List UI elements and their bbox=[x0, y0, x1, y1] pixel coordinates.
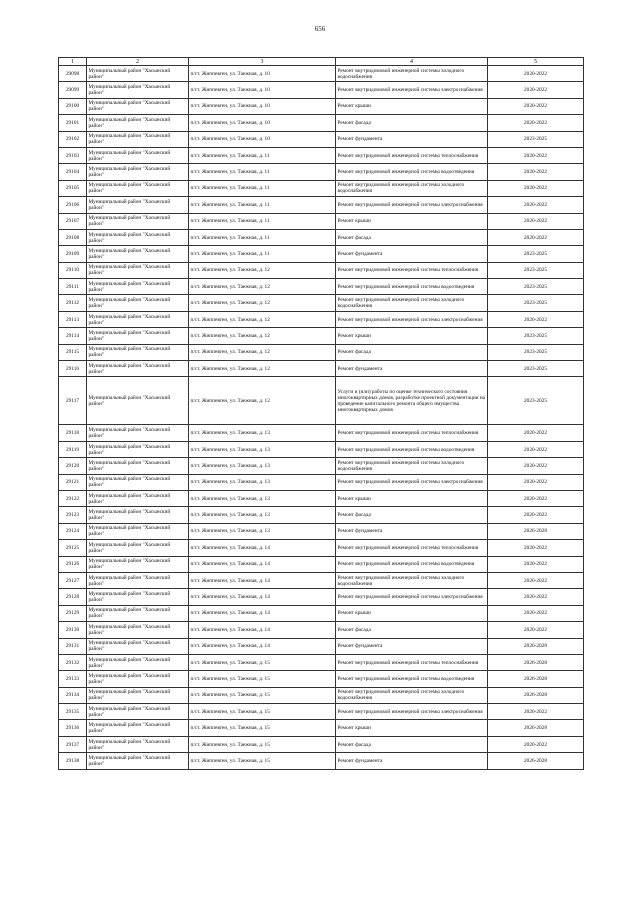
table-row bbox=[59, 507, 584, 523]
row-number-cell: 29127 bbox=[59, 572, 87, 588]
row-number-cell: 29120 bbox=[59, 458, 87, 474]
municipality-cell: Муниципальный район "Хасынский район" bbox=[87, 589, 189, 605]
municipality-cell: Муниципальный район "Хасынский район" bbox=[87, 344, 189, 360]
table-row bbox=[59, 490, 584, 506]
row-number-cell: 29107 bbox=[59, 213, 87, 229]
row-number-cell: 29119 bbox=[59, 441, 87, 457]
municipality-cell: Муниципальный район "Хасынский район" bbox=[87, 490, 189, 506]
municipality-cell: Муниципальный район "Хасынский район" bbox=[87, 279, 189, 295]
address-cell: п/ст. Жиппевген, ул. Таежная, д. 11 bbox=[189, 197, 336, 213]
period-cell: 2023-2025 bbox=[488, 262, 584, 278]
address-cell: п/ст. Жиппевген, ул. Таежная, д. 12 bbox=[189, 377, 336, 425]
table-row bbox=[59, 197, 584, 213]
work-type-cell: Ремонт внутридомовой инженерной системы водоотведения bbox=[336, 441, 488, 457]
work-type-cell: Ремонт крыши bbox=[336, 213, 488, 229]
municipality-cell: Муниципальный район "Хасынский район" bbox=[87, 441, 189, 457]
municipality-cell: Муниципальный район "Хасынский район" bbox=[87, 262, 189, 278]
row-number-cell: 29116 bbox=[59, 361, 87, 377]
row-number-cell: 29121 bbox=[59, 474, 87, 490]
table-row bbox=[59, 295, 584, 311]
table-row bbox=[59, 704, 584, 720]
municipality-cell: Муниципальный район "Хасынский район" bbox=[87, 523, 189, 539]
municipality-cell: Муниципальный район "Хасынский район" bbox=[87, 164, 189, 180]
row-number-cell: 29101 bbox=[59, 115, 87, 131]
table-row bbox=[59, 589, 584, 605]
address-cell: п/ст. Жиппевген, ул. Таежная, д. 14 bbox=[189, 622, 336, 638]
row-number-cell: 29125 bbox=[59, 540, 87, 556]
address-cell: п/ст. Жиппевген, ул. Таежная, д. 11 bbox=[189, 164, 336, 180]
address-cell: п/ст. Жиппевген, ул. Таежная, д. 11 bbox=[189, 147, 336, 163]
row-number-cell: 29124 bbox=[59, 523, 87, 539]
address-cell: п/ст. Жиппевген, ул. Таежная, д. 13 bbox=[189, 507, 336, 523]
address-cell: п/ст. Жиппевген, ул. Таежная, д. 13 bbox=[189, 458, 336, 474]
municipality-cell: Муниципальный район "Хасынский район" bbox=[87, 328, 189, 344]
row-number-cell: 29109 bbox=[59, 246, 87, 262]
row-number-cell: 29098 bbox=[59, 66, 87, 82]
period-cell: 2020-2022 bbox=[488, 66, 584, 82]
work-type-cell: Ремонт крыши bbox=[336, 328, 488, 344]
work-type-cell: Ремонт внутридомовой инженерной системы электроснабжения bbox=[336, 311, 488, 327]
capital-repair-table bbox=[58, 57, 584, 770]
column-header-3: 3 bbox=[189, 58, 336, 66]
work-type-cell: Ремонт внутридомовой инженерной системы теплоснабжения bbox=[336, 425, 488, 441]
municipality-cell: Муниципальный район "Хасынский район" bbox=[87, 147, 189, 163]
period-cell: 2020-2022 bbox=[488, 507, 584, 523]
work-type-cell: Ремонт внутридомовой инженерной системы холодного водоснабжения bbox=[336, 572, 488, 588]
row-number-cell: 29129 bbox=[59, 605, 87, 621]
period-cell: 2020-2022 bbox=[488, 197, 584, 213]
work-type-cell: Ремонт фасада bbox=[336, 507, 488, 523]
row-number-cell: 29122 bbox=[59, 490, 87, 506]
work-type-cell: Ремонт внутридомовой инженерной системы электроснабжения bbox=[336, 474, 488, 490]
table-row bbox=[59, 377, 584, 425]
address-cell: п/ст. Жиппевген, ул. Таежная, д. 13 bbox=[189, 474, 336, 490]
work-type-cell: Ремонт внутридомовой инженерной системы теплоснабжения bbox=[336, 262, 488, 278]
period-cell: 2026-2028 bbox=[488, 671, 584, 687]
period-cell: 2020-2022 bbox=[488, 213, 584, 229]
period-cell: 2020-2022 bbox=[488, 572, 584, 588]
row-number-cell: 29138 bbox=[59, 753, 87, 769]
work-type-cell: Ремонт фундамента bbox=[336, 638, 488, 654]
address-cell: п/ст. Жиппевген, ул. Таежная, д. 15 bbox=[189, 704, 336, 720]
row-number-cell: 29106 bbox=[59, 197, 87, 213]
municipality-cell: Муниципальный район "Хасынский район" bbox=[87, 556, 189, 572]
work-type-cell: Ремонт внутридомовой инженерной системы электроснабжения bbox=[336, 82, 488, 98]
table-row bbox=[59, 523, 584, 539]
row-number-cell: 29104 bbox=[59, 164, 87, 180]
row-number-cell: 29103 bbox=[59, 147, 87, 163]
work-type-cell: Ремонт внутридомовой инженерной системы электроснабжения bbox=[336, 197, 488, 213]
table-row bbox=[59, 671, 584, 687]
table-row bbox=[59, 246, 584, 262]
municipality-cell: Муниципальный район "Хасынский район" bbox=[87, 720, 189, 736]
row-number-cell: 29100 bbox=[59, 98, 87, 114]
work-type-cell: Ремонт внутридомовой инженерной системы водоотведения bbox=[336, 279, 488, 295]
table-row bbox=[59, 279, 584, 295]
column-header-2: 2 bbox=[87, 58, 189, 66]
address-cell: п/ст. Жиппевген, ул. Таежная, д. 15 bbox=[189, 654, 336, 670]
row-number-cell: 29118 bbox=[59, 425, 87, 441]
period-cell: 2023-2025 bbox=[488, 131, 584, 147]
address-cell: п/ст. Жиппевген, ул. Таежная, д. 12 bbox=[189, 361, 336, 377]
period-cell: 2020-2022 bbox=[488, 490, 584, 506]
municipality-cell: Муниципальный район "Хасынский район" bbox=[87, 229, 189, 245]
table-row bbox=[59, 474, 584, 490]
row-number-cell: 29132 bbox=[59, 654, 87, 670]
work-type-cell: Ремонт внутридомовой инженерной системы холодного водоснабжения bbox=[336, 458, 488, 474]
municipality-cell: Муниципальный район "Хасынский район" bbox=[87, 180, 189, 196]
table-row bbox=[59, 753, 584, 769]
period-cell: 2026-2028 bbox=[488, 720, 584, 736]
address-cell: п/ст. Жиппевген, ул. Таежная, д. 15 bbox=[189, 736, 336, 752]
work-type-cell: Ремонт фундамента bbox=[336, 523, 488, 539]
period-cell: 2023-2025 bbox=[488, 377, 584, 425]
table-row bbox=[59, 66, 584, 82]
address-cell: п/ст. Жиппевген, ул. Таежная, д. 12 bbox=[189, 328, 336, 344]
period-cell: 2023-2025 bbox=[488, 295, 584, 311]
period-cell: 2023-2025 bbox=[488, 246, 584, 262]
work-type-cell: Ремонт внутридомовой инженерной системы электроснабжения bbox=[336, 589, 488, 605]
municipality-cell: Муниципальный район "Хасынский район" bbox=[87, 246, 189, 262]
period-cell: 2020-2022 bbox=[488, 98, 584, 114]
table-body bbox=[59, 58, 584, 770]
table-row bbox=[59, 736, 584, 752]
municipality-cell: Муниципальный район "Хасынский район" bbox=[87, 311, 189, 327]
address-cell: п/ст. Жиппевген, ул. Таежная, д. 15 bbox=[189, 720, 336, 736]
address-cell: п/ст. Жиппевген, ул. Таежная, д. 10 bbox=[189, 82, 336, 98]
table-row bbox=[59, 425, 584, 441]
municipality-cell: Муниципальный район "Хасынский район" bbox=[87, 704, 189, 720]
column-header-5: 5 bbox=[488, 58, 584, 66]
work-type-cell: Ремонт фундамента bbox=[336, 131, 488, 147]
period-cell: 2026-2028 bbox=[488, 687, 584, 703]
row-number-cell: 29128 bbox=[59, 589, 87, 605]
work-type-cell: Ремонт внутридомовой инженерной системы водоотведения bbox=[336, 556, 488, 572]
table-row bbox=[59, 458, 584, 474]
municipality-cell: Муниципальный район "Хасынский район" bbox=[87, 361, 189, 377]
work-type-cell: Ремонт внутридомовой инженерной системы теплоснабжения bbox=[336, 654, 488, 670]
period-cell: 2020-2022 bbox=[488, 704, 584, 720]
period-cell: 2020-2022 bbox=[488, 589, 584, 605]
work-type-cell: Ремонт фасада bbox=[336, 229, 488, 245]
table-row bbox=[59, 328, 584, 344]
municipality-cell: Муниципальный район "Хасынский район" bbox=[87, 474, 189, 490]
table-row bbox=[59, 687, 584, 703]
work-type-cell: Ремонт крыши bbox=[336, 490, 488, 506]
work-type-cell: Ремонт внутридомовой инженерной системы холодного водоснабжения bbox=[336, 180, 488, 196]
row-number-cell: 29114 bbox=[59, 328, 87, 344]
table-row bbox=[59, 131, 584, 147]
period-cell: 2026-2028 bbox=[488, 523, 584, 539]
municipality-cell: Муниципальный район "Хасынский район" bbox=[87, 377, 189, 425]
work-type-cell: Ремонт фасада bbox=[336, 344, 488, 360]
row-number-cell: 29112 bbox=[59, 295, 87, 311]
row-number-cell: 29123 bbox=[59, 507, 87, 523]
table-row bbox=[59, 147, 584, 163]
municipality-cell: Муниципальный район "Хасынский район" bbox=[87, 605, 189, 621]
row-number-cell: 29131 bbox=[59, 638, 87, 654]
municipality-cell: Муниципальный район "Хасынский район" bbox=[87, 507, 189, 523]
table-row bbox=[59, 441, 584, 457]
work-type-cell: Ремонт внутридомовой инженерной системы холодного водоснабжения bbox=[336, 687, 488, 703]
table-row bbox=[59, 344, 584, 360]
row-number-cell: 29113 bbox=[59, 311, 87, 327]
municipality-cell: Муниципальный район "Хасынский район" bbox=[87, 671, 189, 687]
table-row bbox=[59, 98, 584, 114]
work-type-cell: Ремонт крыши bbox=[336, 605, 488, 621]
address-cell: п/ст. Жиппевген, ул. Таежная, д. 14 bbox=[189, 540, 336, 556]
municipality-cell: Муниципальный район "Хасынский район" bbox=[87, 197, 189, 213]
row-number-cell: 29110 bbox=[59, 262, 87, 278]
municipality-cell: Муниципальный район "Хасынский район" bbox=[87, 540, 189, 556]
work-type-cell: Ремонт крыши bbox=[336, 98, 488, 114]
period-cell: 2020-2022 bbox=[488, 147, 584, 163]
address-cell: п/ст. Жиппевген, ул. Таежная, д. 10 bbox=[189, 66, 336, 82]
period-cell: 2020-2022 bbox=[488, 622, 584, 638]
work-type-cell: Ремонт внутридомовой инженерной системы теплоснабжения bbox=[336, 540, 488, 556]
table-row bbox=[59, 720, 584, 736]
table-row bbox=[59, 622, 584, 638]
period-cell: 2020-2022 bbox=[488, 425, 584, 441]
address-cell: п/ст. Жиппевген, ул. Таежная, д. 14 bbox=[189, 556, 336, 572]
address-cell: п/ст. Жиппевген, ул. Таежная, д. 14 bbox=[189, 572, 336, 588]
row-number-cell: 29137 bbox=[59, 736, 87, 752]
period-cell: 2020-2022 bbox=[488, 180, 584, 196]
period-cell: 2026-2028 bbox=[488, 638, 584, 654]
row-number-cell: 29105 bbox=[59, 180, 87, 196]
period-cell: 2026-2028 bbox=[488, 654, 584, 670]
address-cell: п/ст. Жиппевген, ул. Таежная, д. 10 bbox=[189, 115, 336, 131]
address-cell: п/ст. Жиппевген, ул. Таежная, д. 13 bbox=[189, 523, 336, 539]
period-cell: 2020-2022 bbox=[488, 605, 584, 621]
address-cell: п/ст. Жиппевген, ул. Таежная, д. 11 bbox=[189, 229, 336, 245]
work-type-cell: Ремонт фундамента bbox=[336, 246, 488, 262]
table-row bbox=[59, 540, 584, 556]
work-type-cell: Ремонт фундамента bbox=[336, 361, 488, 377]
table-row bbox=[59, 82, 584, 98]
municipality-cell: Муниципальный район "Хасынский район" bbox=[87, 115, 189, 131]
row-number-cell: 29134 bbox=[59, 687, 87, 703]
municipality-cell: Муниципальный район "Хасынский район" bbox=[87, 654, 189, 670]
address-cell: п/ст. Жиппевген, ул. Таежная, д. 10 bbox=[189, 131, 336, 147]
municipality-cell: Муниципальный район "Хасынский район" bbox=[87, 425, 189, 441]
row-number-cell: 29130 bbox=[59, 622, 87, 638]
municipality-cell: Муниципальный район "Хасынский район" bbox=[87, 82, 189, 98]
row-number-cell: 29135 bbox=[59, 704, 87, 720]
row-number-cell: 29115 bbox=[59, 344, 87, 360]
table-row bbox=[59, 654, 584, 670]
municipality-cell: Муниципальный район "Хасынский район" bbox=[87, 622, 189, 638]
work-type-cell: Ремонт фасада bbox=[336, 736, 488, 752]
municipality-cell: Муниципальный район "Хасынский район" bbox=[87, 753, 189, 769]
period-cell: 2023-2025 bbox=[488, 279, 584, 295]
address-cell: п/ст. Жиппевген, ул. Таежная, д. 12 bbox=[189, 262, 336, 278]
period-cell: 2020-2022 bbox=[488, 540, 584, 556]
column-header-4: 4 bbox=[336, 58, 488, 66]
period-cell: 2023-2025 bbox=[488, 361, 584, 377]
work-type-cell: Ремонт внутридомовой инженерной системы электроснабжения bbox=[336, 704, 488, 720]
address-cell: п/ст. Жиппевген, ул. Таежная, д. 11 bbox=[189, 180, 336, 196]
municipality-cell: Муниципальный район "Хасынский район" bbox=[87, 458, 189, 474]
table-row bbox=[59, 229, 584, 245]
address-cell: п/ст. Жиппевген, ул. Таежная, д. 15 bbox=[189, 753, 336, 769]
row-number-cell: 29102 bbox=[59, 131, 87, 147]
address-cell: п/ст. Жиппевген, ул. Таежная, д. 13 bbox=[189, 490, 336, 506]
work-type-cell: Ремонт внутридомовой инженерной системы холодного водоснабжения bbox=[336, 66, 488, 82]
period-cell: 2023-2025 bbox=[488, 328, 584, 344]
row-number-cell: 29126 bbox=[59, 556, 87, 572]
address-cell: п/ст. Жиппевген, ул. Таежная, д. 12 bbox=[189, 311, 336, 327]
address-cell: п/ст. Жиппевген, ул. Таежная, д. 11 bbox=[189, 213, 336, 229]
municipality-cell: Муниципальный район "Хасынский район" bbox=[87, 213, 189, 229]
period-cell: 2020-2022 bbox=[488, 115, 584, 131]
header-row bbox=[59, 58, 584, 66]
address-cell: п/ст. Жиппевген, ул. Таежная, д. 11 bbox=[189, 246, 336, 262]
table-row bbox=[59, 164, 584, 180]
municipality-cell: Муниципальный район "Хасынский район" bbox=[87, 66, 189, 82]
municipality-cell: Муниципальный район "Хасынский район" bbox=[87, 687, 189, 703]
work-type-cell: Ремонт внутридомовой инженерной системы водоотведения bbox=[336, 671, 488, 687]
address-cell: п/ст. Жиппевген, ул. Таежная, д. 12 bbox=[189, 344, 336, 360]
municipality-cell: Муниципальный район "Хасынский район" bbox=[87, 638, 189, 654]
page-number: 656 bbox=[314, 25, 326, 33]
municipality-cell: Муниципальный район "Хасынский район" bbox=[87, 131, 189, 147]
period-cell: 2020-2022 bbox=[488, 441, 584, 457]
table-row bbox=[59, 556, 584, 572]
row-number-cell: 29108 bbox=[59, 229, 87, 245]
work-type-cell: Ремонт внутридомовой инженерной системы водоотведения bbox=[336, 164, 488, 180]
work-type-cell: Ремонт внутридомовой инженерной системы теплоснабжения bbox=[336, 147, 488, 163]
work-type-cell: Услуги и (или) работы по оценке технического состояния многоквартирных домов, разработке проектной документации на проведение капитального ремонта общего имущества многоквартирных домов bbox=[336, 377, 488, 425]
row-number-cell: 29136 bbox=[59, 720, 87, 736]
table-row bbox=[59, 605, 584, 621]
municipality-cell: Муниципальный район "Хасынский район" bbox=[87, 572, 189, 588]
period-cell: 2020-2022 bbox=[488, 458, 584, 474]
address-cell: п/ст. Жиппевген, ул. Таежная, д. 15 bbox=[189, 687, 336, 703]
period-cell: 2026-2028 bbox=[488, 753, 584, 769]
period-cell: 2020-2022 bbox=[488, 736, 584, 752]
period-cell: 2020-2022 bbox=[488, 164, 584, 180]
address-cell: п/ст. Жиппевген, ул. Таежная, д. 13 bbox=[189, 425, 336, 441]
address-cell: п/ст. Жиппевген, ул. Таежная, д. 12 bbox=[189, 279, 336, 295]
work-type-cell: Ремонт фасада bbox=[336, 622, 488, 638]
period-cell: 2020-2022 bbox=[488, 229, 584, 245]
address-cell: п/ст. Жиппевген, ул. Таежная, д. 10 bbox=[189, 98, 336, 114]
address-cell: п/ст. Жиппевген, ул. Таежная, д. 14 bbox=[189, 638, 336, 654]
address-cell: п/ст. Жиппевген, ул. Таежная, д. 14 bbox=[189, 605, 336, 621]
period-cell: 2020-2022 bbox=[488, 311, 584, 327]
municipality-cell: Муниципальный район "Хасынский район" bbox=[87, 736, 189, 752]
work-type-cell: Ремонт крыши bbox=[336, 720, 488, 736]
period-cell: 2020-2022 bbox=[488, 474, 584, 490]
period-cell: 2023-2025 bbox=[488, 344, 584, 360]
table-row bbox=[59, 262, 584, 278]
table-row bbox=[59, 572, 584, 588]
row-number-cell: 29111 bbox=[59, 279, 87, 295]
address-cell: п/ст. Жиппевген, ул. Таежная, д. 15 bbox=[189, 671, 336, 687]
row-number-cell: 29133 bbox=[59, 671, 87, 687]
table-row bbox=[59, 180, 584, 196]
table-row bbox=[59, 213, 584, 229]
work-type-cell: Ремонт внутридомовой инженерной системы холодного водоснабжения bbox=[336, 295, 488, 311]
column-header-1: 1 bbox=[59, 58, 87, 66]
work-type-cell: Ремонт фундамента bbox=[336, 753, 488, 769]
period-cell: 2020-2022 bbox=[488, 82, 584, 98]
table-row bbox=[59, 115, 584, 131]
municipality-cell: Муниципальный район "Хасынский район" bbox=[87, 98, 189, 114]
municipality-cell: Муниципальный район "Хасынский район" bbox=[87, 295, 189, 311]
table-row bbox=[59, 311, 584, 327]
address-cell: п/ст. Жиппевген, ул. Таежная, д. 13 bbox=[189, 441, 336, 457]
row-number-cell: 29117 bbox=[59, 377, 87, 425]
period-cell: 2020-2022 bbox=[488, 556, 584, 572]
table-row bbox=[59, 638, 584, 654]
work-type-cell: Ремонт фасада bbox=[336, 115, 488, 131]
address-cell: п/ст. Жиппевген, ул. Таежная, д. 14 bbox=[189, 589, 336, 605]
row-number-cell: 29099 bbox=[59, 82, 87, 98]
table-row bbox=[59, 361, 584, 377]
address-cell: п/ст. Жиппевген, ул. Таежная, д. 12 bbox=[189, 295, 336, 311]
